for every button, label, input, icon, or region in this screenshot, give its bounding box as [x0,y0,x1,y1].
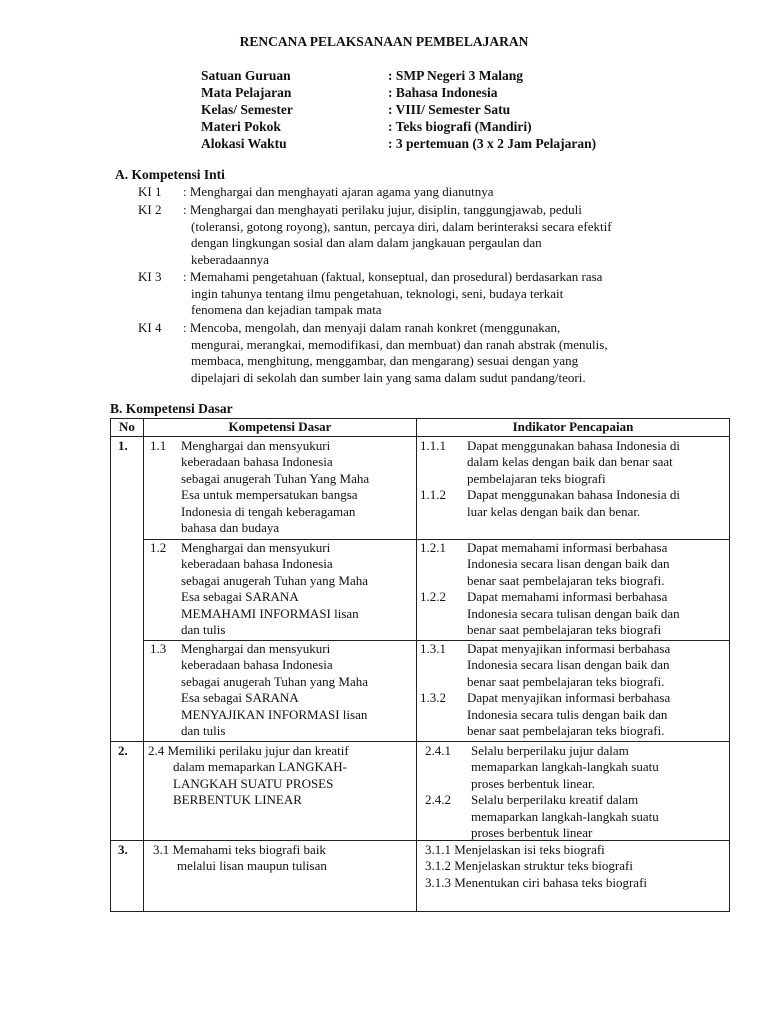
indicator-line: pembelajaran teks biografi [467,470,606,486]
kd-cell [144,539,417,640]
ki-line: fenomena dan kejadian tampak mata [191,302,382,317]
indicator-line: benar saat pembelajaran teks biografi. [467,673,665,689]
indicator-number: 1.1.1 [420,437,446,453]
indicator-line: benar saat pembelajaran teks biografi. [467,723,665,738]
indicator-line: memaparkan langkah-langkah suatu [471,808,659,824]
section-b-heading: B. Kompetensi Dasar [110,401,233,416]
identity-label: Materi Pokok [201,119,281,134]
ki-line: : Menghargai dan menghayati ajaran agama yang dianutnya [183,184,494,199]
indicator-number: 1.1.2 [420,487,446,502]
ki-code: KI 1 [138,184,162,199]
ki-code: KI 2 [138,202,162,217]
kd-line: 3.1 Memahami teks biografi baik [153,841,326,857]
table-row [111,539,730,640]
indicator-line: Selalu berperilaku kreatif dalam [471,792,639,807]
kd-number: 1.2 [150,539,167,555]
kd-line: sebagai anugerah Tuhan yang Maha [181,673,369,689]
kd-line: keberadaan bahasa Indonesia [181,657,333,672]
section-a-heading: A. Kompetensi Inti [115,167,225,182]
indicator-number: 1.2.2 [420,589,446,604]
indicator-number: 2.4.1 [425,742,451,758]
kd-cell [144,741,417,840]
ki-code: KI 4 [138,320,162,335]
row-number-cell [111,436,144,741]
indicator-line: Dapat menyajikan informasi berbahasa [467,690,671,705]
kd-line: Menghargai dan mensyukuri [181,640,331,656]
indicator-line: Dapat memahami informasi berbahasa [467,539,668,555]
kd-line: bahasa dan budaya [181,520,280,535]
table-row [111,741,730,840]
indicator-line: Indonesia secara lisan dengan baik dan [467,556,670,571]
kd-line: LANGKAH SUATU PROSES [173,775,334,791]
indicator-number: 1.3.1 [420,640,446,656]
indicator-line: Dapat menggunakan bahasa Indonesia di [467,487,680,502]
ki-line: : Memahami pengetahuan (faktual, konseptual, dan prosedural) berdasarkan rasa [183,269,603,284]
indicator-cell [417,539,730,640]
indicator-cell [417,640,730,741]
indicator-line: Dapat menggunakan bahasa Indonesia di [467,437,680,453]
kd-line: Indonesia di tengah keberagaman [181,503,356,519]
kompetensi-dasar-table [110,418,730,912]
ki-line: ingin tahunya tentang ilmu pengetahuan, teknologi, seni, budaya terkait [191,286,564,301]
indicator-line: Indonesia secara tulisan dengan baik dan [467,605,680,621]
row-number: 1. [118,437,128,453]
kd-line: Esa sebagai SARANA [181,690,299,705]
kd-line: melalui lisan maupun tulisan [177,858,327,873]
ki-line: dengan lingkungan sosial dan alam dalam jangkauan pergaulan dan [191,235,542,250]
row-number: 2. [118,742,128,758]
indicator-line: proses berbentuk linear. [471,775,595,791]
kd-line: Esa sebagai SARANA [181,589,299,604]
header-kompetensi-dasar: Kompetensi Dasar [144,419,417,437]
kd-cell [144,640,417,741]
kd-line: MEMAHAMI INFORMASI lisan [181,605,359,621]
kd-line: sebagai anugerah Tuhan Yang Maha [181,470,370,486]
indicator-line: Indonesia secara lisan dengan baik dan [467,657,670,672]
ki-line: membaca, menghitung, menggambar, dan mengarang) sesuai dengan yang [191,353,579,368]
indicator-line: Selalu berperilaku jujur dalam [471,742,629,758]
identity-label: Satuan Guruan [201,68,291,83]
kd-number: 1.3 [150,640,167,656]
table-row [111,640,730,741]
kd-number: 1.1 [150,437,167,453]
kd-line: Esa untuk mempersatukan bangsa [181,487,358,502]
header-indikator: Indikator Pencapaian [417,419,730,437]
kd-line: dan tulis [181,622,226,637]
row-number-cell [111,840,144,911]
kd-cell [144,436,417,539]
indicator-line: Indonesia secara tulis dengan baik dan [467,706,668,722]
table-header-row [111,419,730,437]
indicator-line: Dapat menyajikan informasi berbahasa [467,640,671,656]
kd-line: dan tulis [181,723,226,738]
indicator-line: Dapat memahami informasi berbahasa [467,589,668,604]
indicator-number: 2.4.2 [425,792,451,807]
table-row [111,436,730,539]
identity-label: Mata Pelajaran [201,85,292,100]
document-title: RENCANA PELAKSANAAN PEMBELAJARAN [239,34,529,49]
indicator-line: 3.1.1 Menjelaskan isi teks biografi [425,841,605,857]
indicator-line: proses berbentuk linear [471,825,593,840]
identity-value: : VIII/ Semester Satu [388,102,511,117]
kd-line: Menghargai dan mensyukuri [181,437,331,453]
indicator-number: 1.2.1 [420,539,446,555]
ki-line: : Mencoba, mengolah, dan menyaji dalam ranah konkret (menggunakan, [183,320,561,335]
kd-line: keberadaan bahasa Indonesia [181,454,333,469]
indicator-line: benar saat pembelajaran teks biografi [467,622,662,637]
indicator-line: 3.1.2 Menjelaskan struktur teks biografi [425,858,633,873]
ki-code: KI 3 [138,269,162,284]
identity-value: : Teks biografi (Mandiri) [388,119,532,134]
indicator-number: 1.3.2 [420,690,446,705]
identity-label: Kelas/ Semester [201,102,293,117]
table-row [111,840,730,911]
header-no: No [111,419,144,437]
row-number: 3. [118,841,128,857]
indicator-cell [417,840,730,911]
indicator-line: memaparkan langkah-langkah suatu [471,759,659,774]
kd-line: 2.4 Memiliki perilaku jujur dan kreatif [148,742,349,758]
row-number-cell [111,741,144,840]
indicator-line: benar saat pembelajaran teks biografi. [467,572,665,588]
indicator-cell [417,741,730,840]
kd-line: sebagai anugerah Tuhan yang Maha [181,572,369,588]
indicator-cell [417,436,730,539]
kd-line: Menghargai dan mensyukuri [181,539,331,555]
ki-line: (toleransi, gotong royong), santun, percaya diri, dalam berinteraksi secara efektif [191,219,612,234]
kd-line: MENYAJIKAN INFORMASI lisan [181,706,368,722]
ki-line: : Menghargai dan menghayati perilaku jujur, disiplin, tanggungjawab, peduli [183,202,582,217]
kd-cell [144,840,417,911]
ki-line: keberadaannya [191,252,269,267]
kd-line: BERBENTUK LINEAR [173,792,302,807]
indicator-line: 3.1.3 Menentukan ciri bahasa teks biografi [425,874,648,890]
indicator-line: luar kelas dengan baik dan benar. [467,503,641,519]
identity-value: : Bahasa Indonesia [388,85,498,100]
ki-line: dipelajari di sekolah dan sumber lain yang sama dalam sudut pandang/teori. [191,370,586,385]
identity-label: Alokasi Waktu [201,136,287,151]
identity-value: : SMP Negeri 3 Malang [388,68,523,83]
kd-line: keberadaan bahasa Indonesia [181,556,333,571]
identity-value: : 3 pertemuan (3 x 2 Jam Pelajaran) [388,136,597,151]
ki-line: mengurai, merangkai, memodifikasi, dan membuat) dan ranah abstrak (menulis, [191,337,608,352]
kd-line: dalam memaparkan LANGKAH- [173,759,347,774]
indicator-line: dalam kelas dengan baik dan benar saat [467,454,673,469]
